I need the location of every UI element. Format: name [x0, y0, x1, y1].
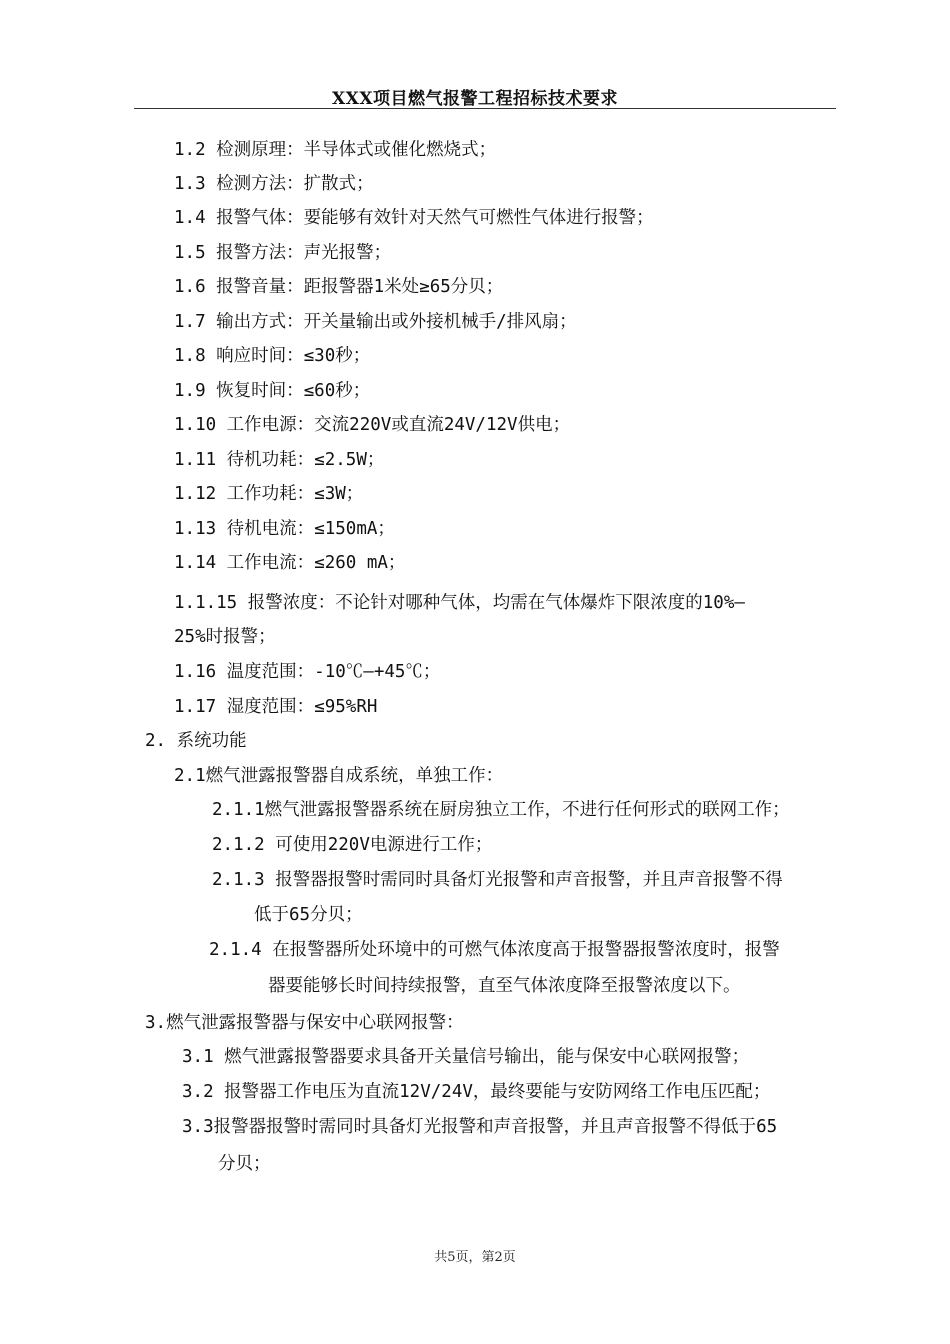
spec-line: 分贝； — [218, 1154, 271, 1174]
document-header-title: XXX项目燃气报警工程招标技术要求 — [331, 89, 619, 109]
spec-line: 1.8 响应时间：≤30秒； — [174, 346, 371, 366]
spec-line: 1.1.15 报警浓度：不论针对哪种气体，均需在气体爆炸下限浓度的10%— — [174, 593, 745, 613]
spec-line: 1.17 湿度范围：≤95%RH — [174, 697, 378, 717]
spec-line: 低于65分贝； — [254, 905, 363, 925]
spec-line: 1.5 报警方法：声光报警； — [174, 243, 392, 263]
section-heading: 2. 系统功能 — [145, 731, 247, 751]
spec-line: 1.4 报警气体：要能够有效针对天然气可燃性气体进行报警； — [174, 208, 654, 228]
spec-line: 2.1.1燃气泄露报警器系统在厨房独立工作，不进行任何形式的联网工作； — [212, 800, 790, 820]
spec-line: 1.16 温度范围：-10℃—+45℃； — [174, 662, 441, 682]
spec-line: 1.6 报警音量：距报警器1米处≥65分贝； — [174, 277, 504, 297]
spec-line: 2.1.4 在报警器所处环境中的可燃气体浓度高于报警器报警浓度时，报警 — [209, 940, 780, 960]
spec-line: 1.12 工作功耗：≤3W； — [174, 484, 364, 504]
spec-line: 25%时报警； — [174, 627, 276, 647]
spec-line: 1.14 工作电流：≤260 mA； — [174, 553, 406, 573]
spec-line: 3.3报警器报警时需同时具备灯光报警和声音报警，并且声音报警不得低于65 — [182, 1117, 778, 1137]
spec-line: 1.9 恢复时间：≤60秒； — [174, 381, 371, 401]
spec-line: 1.2 检测原理：半导体式或催化燃烧式； — [174, 140, 497, 160]
spec-line: 2.1.3 报警器报警时需同时具备灯光报警和声音报警，并且声音报警不得 — [212, 870, 783, 890]
subsection-heading: 2.1燃气泄露报警器自成系统，单独工作： — [174, 766, 504, 786]
section-heading: 3.燃气泄露报警器与保安中心联网报警： — [145, 1013, 464, 1033]
spec-line: 3.1 燃气泄露报警器要求具备开关量信号输出，能与保安中心联网报警； — [182, 1047, 750, 1067]
spec-line: 1.10 工作电源：交流220V或直流24V/12V供电； — [174, 415, 571, 435]
spec-line: 1.13 待机电流：≤150mA； — [174, 519, 395, 539]
spec-line: 1.3 检测方法：扩散式； — [174, 174, 374, 194]
spec-line: 1.7 输出方式：开关量输出或外接机械手/排风扇； — [174, 312, 577, 332]
spec-line: 2.1.2 可使用220V电源进行工作； — [212, 835, 493, 855]
spec-line: 1.11 待机功耗：≤2.5W； — [174, 450, 385, 470]
spec-line: 器要能够长时间持续报警，直至气体浓度降至报警浓度以下。 — [268, 976, 741, 996]
header-divider — [134, 108, 836, 109]
page-footer: 共5页，第2页 — [434, 1250, 516, 1265]
spec-line: 3.2 报警器工作电压为直流12V/24V，最终要能与安防网络工作电压匹配； — [182, 1082, 771, 1102]
